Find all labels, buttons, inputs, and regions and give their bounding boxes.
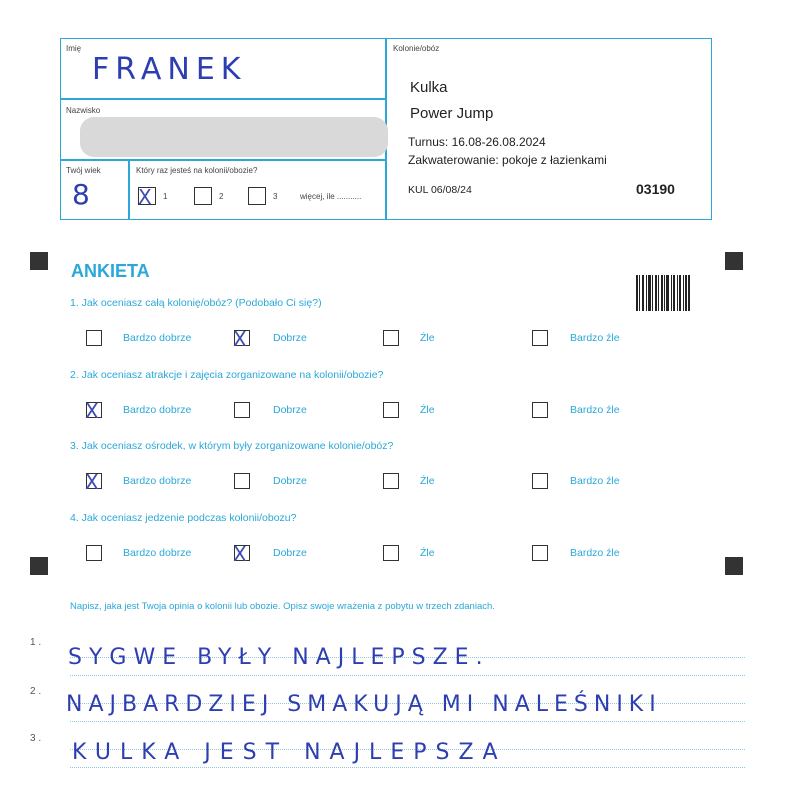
q4-checkbox-bardzo-dobrze[interactable] [86,545,102,561]
q2-option-dobrze: Dobrze [273,404,307,416]
q4-check-mark: X [233,542,247,566]
q2-option-bardzo-dobrze: Bardzo dobrze [123,404,192,416]
header-divider-1 [60,98,386,100]
dotted-line [70,675,745,676]
code-number: 03190 [636,181,675,197]
q1-checkbox-zle[interactable] [383,330,399,346]
q2-checkbox-dobrze[interactable] [234,402,250,418]
wiek-label: Twój wiek [66,166,101,175]
turnus: Turnus: 16.08-26.08.2024 [408,135,546,149]
registration-marker-bl [30,557,48,575]
q4-option-bardzo-zle: Bardzo źle [570,547,620,559]
q3-checkbox-dobrze[interactable] [234,473,250,489]
ktory-option-2: 2 [219,192,224,201]
q1-option-zle: Źle [420,332,435,344]
wiecej-label: więcej, ile ........... [300,192,362,201]
q1-option-bardzo-dobrze: Bardzo dobrze [123,332,192,344]
registration-marker-tr [725,252,743,270]
question-text: 1. Jak oceniasz całą kolonię/obóz? (Podobało Ci się?) [70,297,322,309]
q3-option-dobrze: Dobrze [273,475,307,487]
survey-title: ANKIETA [71,261,150,281]
q3-checkbox-zle[interactable] [383,473,399,489]
q1-check-mark: X [233,327,247,351]
q4-checkbox-zle[interactable] [383,545,399,561]
opinion-prompt: Napisz, jaka jest Twoja opinia o kolonii lub obozie. Opisz swoje wrażenia z pobytu w trzech zdaniach. [70,601,495,612]
kolonie-label: Kolonie/obóz [393,44,440,53]
q3-checkbox-bardzo-zle[interactable] [532,473,548,489]
q2-option-zle: Źle [420,404,435,416]
q4-option-bardzo-dobrze: Bardzo dobrze [123,547,192,559]
q2-option-bardzo-zle: Bardzo źle [570,404,620,416]
q3-option-bardzo-dobrze: Bardzo dobrze [123,475,192,487]
imie-label: Imię [66,44,82,53]
wiek-value[interactable]: 8 [72,178,90,211]
registration-marker-tl [30,252,48,270]
ktory-option-3: 3 [273,192,278,201]
q2-check-mark: X [85,399,99,423]
q1-option-bardzo-zle: Bardzo źle [570,332,620,344]
camp-name: Kulka [410,79,448,96]
opinion-line-3[interactable]: KULKA JEST NAJLEPSZA [72,740,507,765]
ktory-checkbox-2[interactable] [194,187,212,205]
code-ref: KUL 06/08/24 [408,184,472,196]
opinion-line-1[interactable]: SYGWE BYŁY NAJLEPSZE. [68,645,490,670]
zakwaterowanie: Zakwaterowanie: pokoje z łazienkami [408,153,607,167]
header-divider-3 [128,159,130,220]
q3-option-bardzo-zle: Bardzo źle [570,475,620,487]
dotted-line [70,767,745,768]
nazwisko-label: Nazwisko [66,106,101,115]
ktory-check-mark: X [138,185,152,209]
question-text: 2. Jak oceniasz atrakcje i zajęcia zorganizowane na kolonii/obozie? [70,369,384,381]
ktory-option-1: 1 [163,192,168,201]
opinion-line-number: 1 . [30,637,42,648]
q1-option-dobrze: Dobrze [273,332,307,344]
ktory-raz-label: Który raz jesteś na kolonii/obozie? [136,166,258,175]
q4-checkbox-bardzo-zle[interactable] [532,545,548,561]
opinion-line-number: 3 . [30,733,42,744]
q3-option-zle: Źle [420,475,435,487]
camp-program: Power Jump [410,105,494,122]
opinion-line-number: 2 . [30,686,42,697]
dotted-line [70,721,745,722]
ktory-checkbox-3[interactable] [248,187,266,205]
header-divider-2 [60,159,386,161]
redacted-surname [80,117,388,157]
question-text: 4. Jak oceniasz jedzenie podczas kolonii/obozu? [70,512,297,524]
imie-value[interactable]: FRANEK [92,52,247,87]
barcode [636,275,690,311]
q2-checkbox-bardzo-zle[interactable] [532,402,548,418]
q1-checkbox-bardzo-zle[interactable] [532,330,548,346]
q3-check-mark: X [85,470,99,494]
q4-option-dobrze: Dobrze [273,547,307,559]
q2-checkbox-zle[interactable] [383,402,399,418]
q4-option-zle: Źle [420,547,435,559]
question-text: 3. Jak oceniasz ośrodek, w którym były zorganizowane kolonie/obóz? [70,440,394,452]
opinion-line-2[interactable]: NAJBARDZIEJ SMAKUJĄ MI NALEŚNIKI [66,692,662,717]
q1-checkbox-bardzo-dobrze[interactable] [86,330,102,346]
registration-marker-br [725,557,743,575]
